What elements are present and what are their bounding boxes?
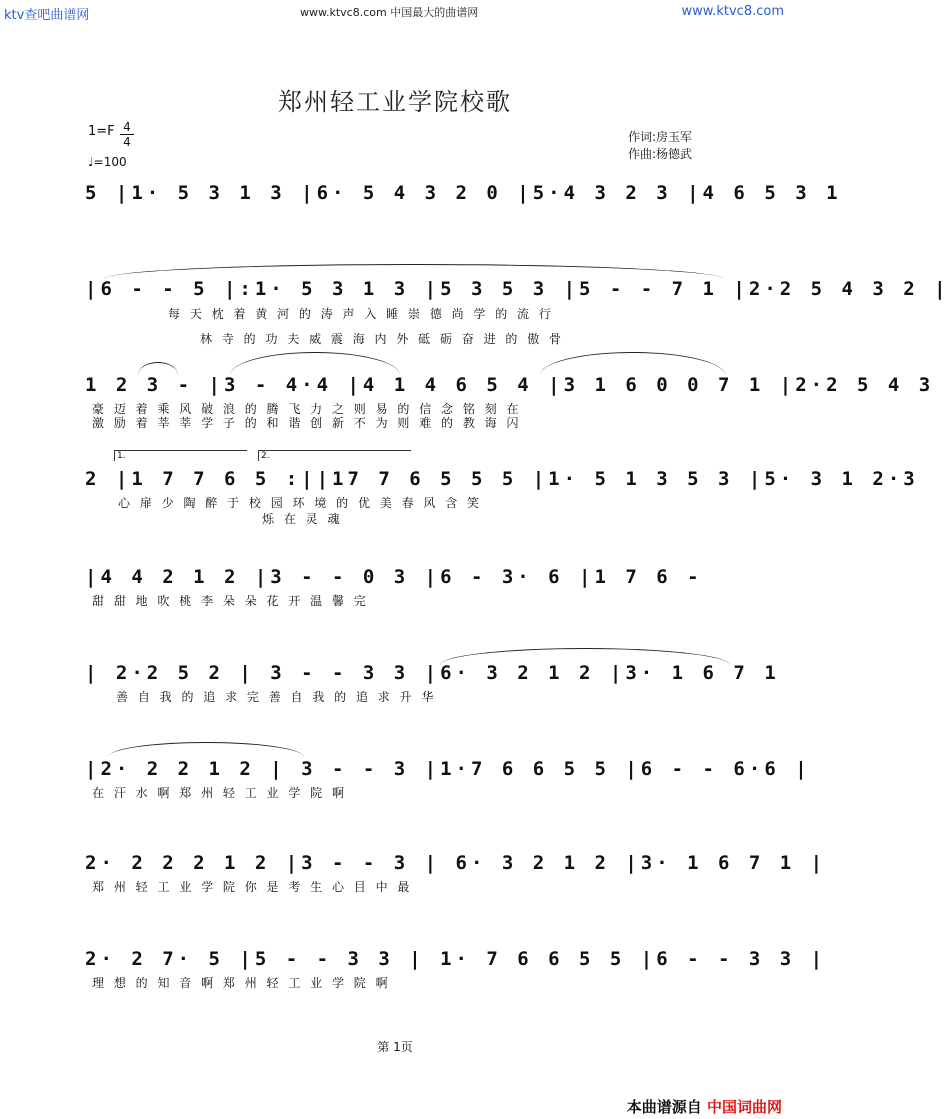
site-tagline: www.ktvc8.com 中国最大的曲谱网 xyxy=(300,6,479,19)
time-signature xyxy=(120,120,134,149)
slur-arc xyxy=(230,352,400,375)
lyric-line-6: 善 自 我 的 追 求 完 善 自 我 的 追 求 升 华 xyxy=(116,690,437,704)
quarter-note-icon: ♩ xyxy=(88,155,94,169)
lyricist-credit: 作词:房玉军 xyxy=(628,130,693,144)
lyric-line-2-verse-2: 林 寺 的 功 夫 威 震 海 内 外 砥 砺 奋 进 的 傲 骨 xyxy=(200,332,565,346)
key-signature: 1=F xyxy=(88,124,115,139)
site-url-right[interactable]: www.ktvc8.com xyxy=(681,4,784,19)
notation-line-6: | 2·2 5 2 | 3 - - 3 3 |6· 3 2 1 2 |3· 1 6 7 1 xyxy=(85,662,780,684)
lyric-line-8: 郑 州 轻 工 业 学 院 你 是 考 生 心 目 中 最 xyxy=(92,880,413,894)
lyric-line-3-verse-1: 豪 迈 着 乘 风 破 浪 的 腾 飞 力 之 则 易 的 信 念 铭 刻 在 xyxy=(92,402,522,416)
notation-line-1: 5 |1· 5 3 1 3 |6· 5 4 3 2 0 |5·4 3 2 3 |4 6 5 3 1 xyxy=(85,182,842,204)
notation-line-4: 2 |1 7 7 6 5 :||17 7 6 5 5 5 |1· 5 1 3 5 3 |5· 3 1 2·3 xyxy=(85,468,919,490)
slur-arc xyxy=(540,352,725,375)
notation-line-5: |4 4 2 1 2 |3 - - 0 3 |6 - 3· 6 |1 7 6 - xyxy=(85,566,703,588)
composer-credit: 作曲:杨德武 xyxy=(628,147,693,161)
time-signature-top: 4 xyxy=(123,120,131,134)
source-credit xyxy=(627,1096,782,1117)
site-name-left[interactable]: ktv查吧曲谱网 xyxy=(4,8,90,23)
source-prefix: 本曲谱源自 xyxy=(626,1098,702,1116)
lyric-line-3-verse-2: 激 励 着 莘 莘 学 子 的 和 谐 创 新 不 为 则 难 的 教 诲 闪 xyxy=(92,416,522,430)
lyric-line-4-verse-2: 烁 在 灵 魂 xyxy=(262,512,343,526)
source-site-link[interactable]: 中国词曲网 xyxy=(706,1098,782,1116)
page-number: 第 1页 xyxy=(377,1040,413,1054)
tie-arc xyxy=(104,264,724,279)
lyric-line-4-verse-1: 心 扉 少 陶 醉 于 校 园 环 境 的 优 美 春 风 含 笑 xyxy=(118,496,483,510)
volta-first-ending: 1. xyxy=(114,450,247,461)
lyric-line-9: 理 想 的 知 音 啊 郑 州 轻 工 业 学 院 啊 xyxy=(92,976,391,990)
notation-line-7: |2· 2 2 1 2 | 3 - - 3 |1·7 6 6 5 5 |6 - - 6·6 | xyxy=(85,758,811,780)
notation-line-2: |6 - - 5 |:1· 5 3 1 3 |5 3 5 3 |5 - - 7 1 |2·2 5 4 3 2 | xyxy=(85,278,950,300)
notation-line-3: 1 2 3 - |3 - 4·4 |4 1 4 6 5 4 |3 1 6 0 0 7 1 |2·2 5 4 3 xyxy=(85,374,935,396)
lyric-line-2-verse-1: 每 天 枕 着 黄 河 的 涛 声 入 睡 崇 德 尚 学 的 流 行 xyxy=(168,307,554,321)
lyric-line-5: 甜 甜 地 吹 桃 李 朵 朵 花 开 温 馨 完 xyxy=(92,594,369,608)
time-signature-bottom: 4 xyxy=(120,134,134,149)
slur-arc xyxy=(108,742,304,757)
tempo-value: =100 xyxy=(93,155,127,169)
tempo-marking xyxy=(88,155,127,169)
song-title: 郑州轻工业学院校歌 xyxy=(278,88,512,116)
notation-line-8: 2· 2 2 2 1 2 |3 - - 3 | 6· 3 2 1 2 |3· 1 6 7 1 | xyxy=(85,852,827,874)
volta-second-ending: 2. xyxy=(258,450,411,461)
lyric-line-7: 在 汗 水 啊 郑 州 轻 工 业 学 院 啊 xyxy=(92,786,347,800)
notation-line-9: 2· 2 7· 5 |5 - - 3 3 | 1· 7 6 6 5 5 |6 - - 3 3 | xyxy=(85,948,827,970)
